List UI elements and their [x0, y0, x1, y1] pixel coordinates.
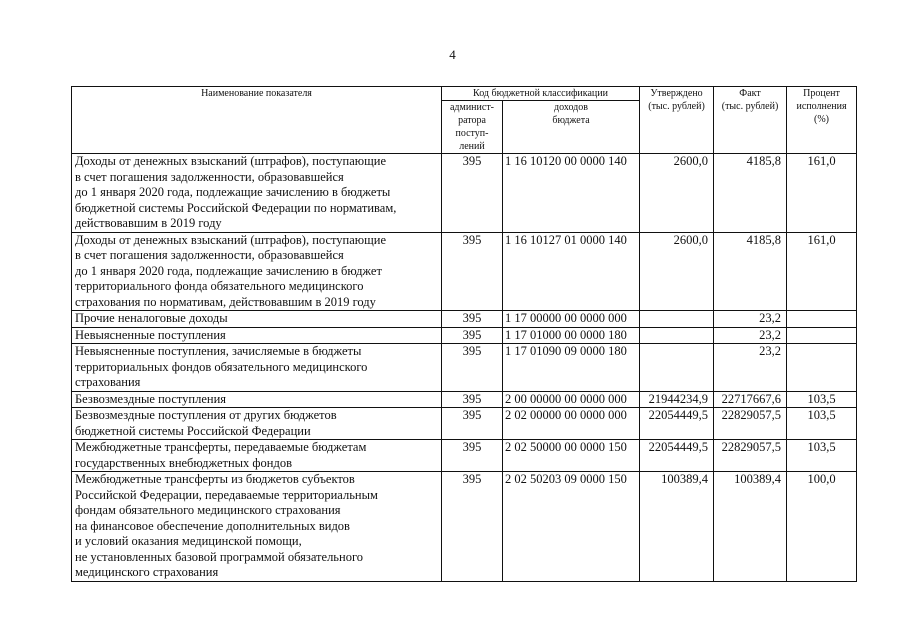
row-fact: 22829057,5: [714, 408, 787, 440]
row-income-code: 1 16 10127 01 0000 140: [503, 232, 640, 311]
row-fact: 23,2: [714, 327, 787, 344]
page-number: 4: [449, 47, 456, 62]
row-percent: 161,0: [787, 154, 857, 233]
row-approved: 2600,0: [640, 232, 714, 311]
budget-table: [71, 86, 857, 582]
table-row: [72, 327, 857, 344]
row-name: Прочие неналоговые доходы: [72, 311, 442, 328]
row-name: Доходы от денежных взысканий (штрафов), поступающие в счет погашения задолженности, образовавшейся до 1 января 2020 года, подлежащие зачислению в бюджеты бюджетной системы Российской Федерации по нормативам, действовавшим в 2019 году: [72, 154, 442, 233]
table-row: [72, 311, 857, 328]
table-row: [72, 391, 857, 408]
row-percent: 103,5: [787, 391, 857, 408]
row-admin-code: 395: [442, 232, 503, 311]
row-fact: 22829057,5: [714, 440, 787, 472]
header-income: доходов бюджета: [503, 101, 640, 154]
row-fact: 23,2: [714, 311, 787, 328]
row-name: Безвозмездные поступления от других бюджетов бюджетной системы Российской Федерации: [72, 408, 442, 440]
row-income-code: 2 02 50203 09 0000 150: [503, 472, 640, 582]
table-row: [72, 232, 857, 311]
header-approved: Утверждено (тыс. рублей): [640, 87, 714, 154]
header-percent: Процент исполнения (%): [787, 87, 857, 154]
table-row: [72, 472, 857, 582]
row-admin-code: 395: [442, 311, 503, 328]
table-row: [72, 154, 857, 233]
row-name: Невыясненные поступления, зачисляемые в бюджеты территориальных фондов обязательного медицинского страхования: [72, 344, 442, 392]
row-name: Межбюджетные трансферты из бюджетов субъектов Российской Федерации, передаваемые территориальным фондам обязательного медицинского страхования на финансовое обеспечение дополнительных видов и условий оказания медицинской помощи, не установленных базовой программой обязательного медицинского страхования: [72, 472, 442, 582]
header-admin: админист- ратора поступ- лений: [442, 101, 503, 154]
row-percent: [787, 327, 857, 344]
row-admin-code: 395: [442, 440, 503, 472]
row-admin-code: 395: [442, 154, 503, 233]
row-admin-code: 395: [442, 327, 503, 344]
row-fact: 23,2: [714, 344, 787, 392]
row-fact: 4185,8: [714, 232, 787, 311]
row-income-code: 1 17 01090 09 0000 180: [503, 344, 640, 392]
header-fact: Факт (тыс. рублей): [714, 87, 787, 154]
row-approved: 2600,0: [640, 154, 714, 233]
row-name: Невыясненные поступления: [72, 327, 442, 344]
row-admin-code: 395: [442, 344, 503, 392]
row-admin-code: 395: [442, 391, 503, 408]
header-code-group: Код бюджетной классификации: [442, 87, 640, 101]
row-percent: [787, 311, 857, 328]
row-admin-code: 395: [442, 408, 503, 440]
row-percent: 161,0: [787, 232, 857, 311]
row-approved: [640, 344, 714, 392]
row-percent: [787, 344, 857, 392]
row-income-code: 2 02 50000 00 0000 150: [503, 440, 640, 472]
row-approved: [640, 311, 714, 328]
table-row: [72, 344, 857, 392]
row-income-code: 1 16 10120 00 0000 140: [503, 154, 640, 233]
row-income-code: 1 17 00000 00 0000 000: [503, 311, 640, 328]
row-fact: 4185,8: [714, 154, 787, 233]
row-fact: 100389,4: [714, 472, 787, 582]
row-name: Межбюджетные трансферты, передаваемые бюджетам государственных внебюджетных фондов: [72, 440, 442, 472]
row-approved: 22054449,5: [640, 408, 714, 440]
header-name: Наименование показателя: [72, 87, 442, 154]
row-name: Доходы от денежных взысканий (штрафов), поступающие в счет погашения задолженности, образовавшейся до 1 января 2020 года, подлежащие зачислению в бюджет территориального фонда обязательного медицинского страхования по нормативам, действовавшим в 2019 году: [72, 232, 442, 311]
row-fact: 22717667,6: [714, 391, 787, 408]
table-row: [72, 408, 857, 440]
row-percent: 103,5: [787, 408, 857, 440]
row-income-code: 2 00 00000 00 0000 000: [503, 391, 640, 408]
row-approved: 21944234,9: [640, 391, 714, 408]
row-approved: 100389,4: [640, 472, 714, 582]
row-percent: 100,0: [787, 472, 857, 582]
row-name: Безвозмездные поступления: [72, 391, 442, 408]
table-row: [72, 440, 857, 472]
row-admin-code: 395: [442, 472, 503, 582]
row-income-code: 2 02 00000 00 0000 000: [503, 408, 640, 440]
row-approved: [640, 327, 714, 344]
row-approved: 22054449,5: [640, 440, 714, 472]
row-percent: 103,5: [787, 440, 857, 472]
row-income-code: 1 17 01000 00 0000 180: [503, 327, 640, 344]
